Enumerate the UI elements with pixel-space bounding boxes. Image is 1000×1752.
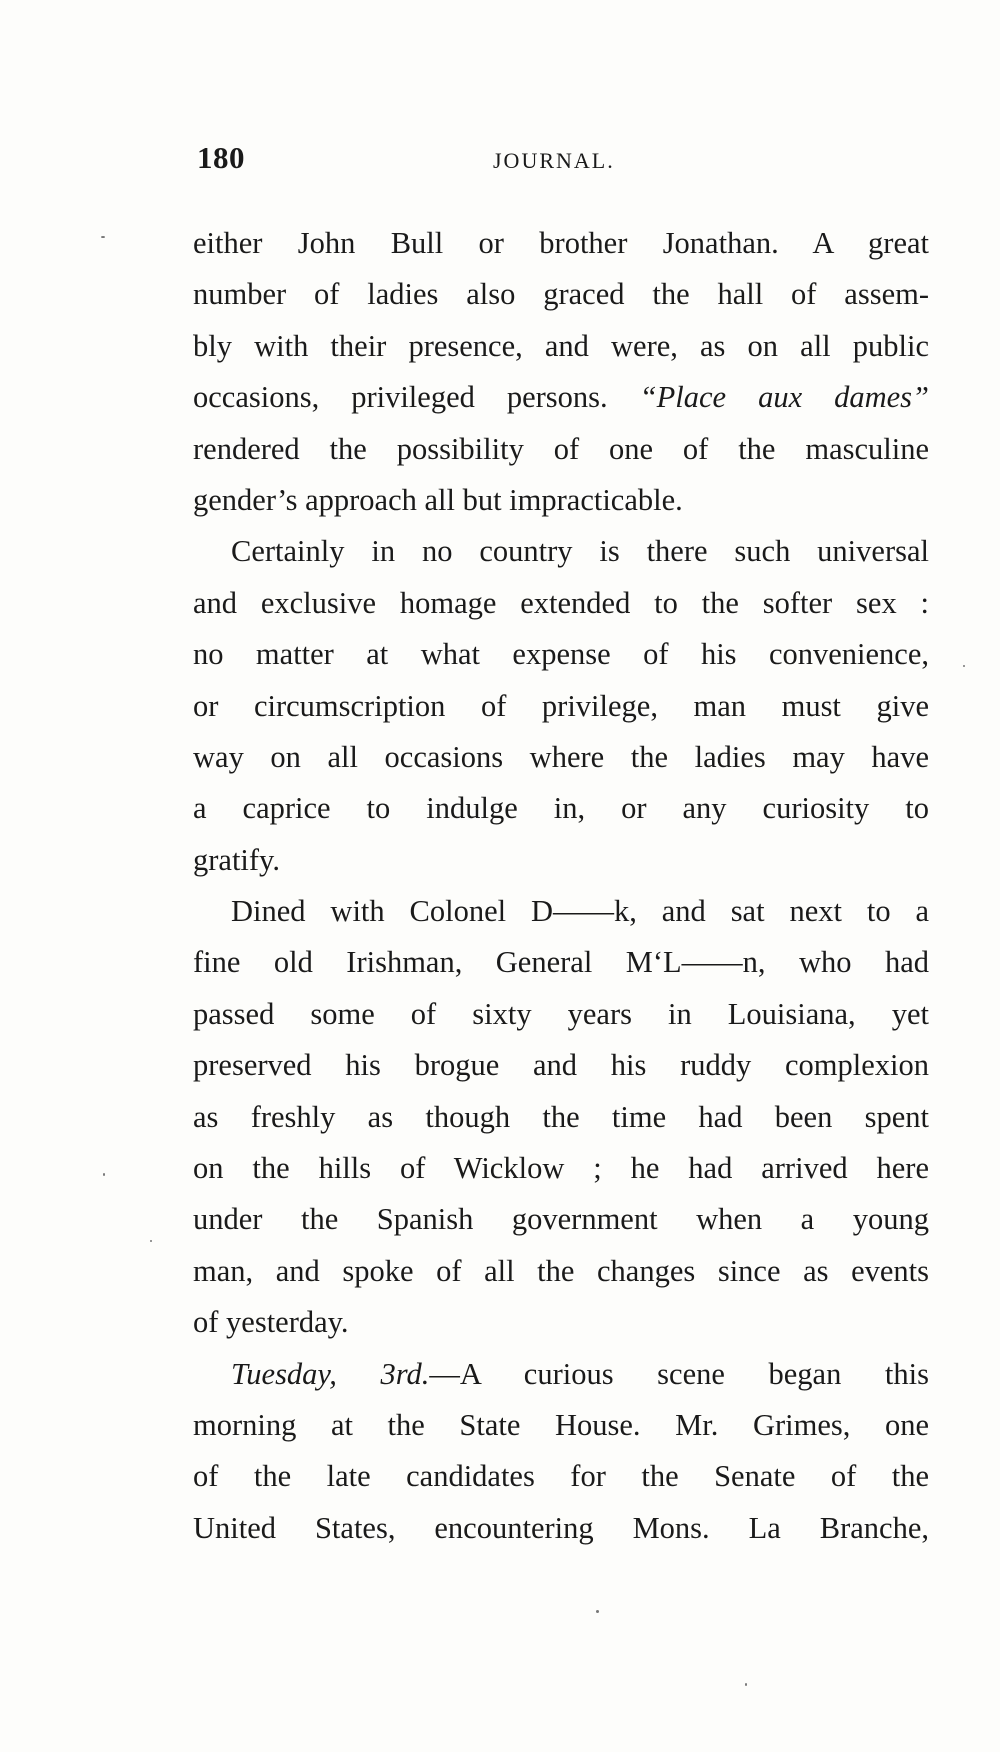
running-title: JOURNAL.: [493, 148, 615, 173]
text-line: of the late candidates for the Senate of the: [193, 1459, 929, 1494]
running-head: [197, 140, 927, 180]
text-line: bly with their presence, and were, as on all public: [193, 328, 929, 363]
body-text: [193, 218, 929, 1554]
text-line: gender’s approach all but impracticable.: [193, 482, 683, 517]
text-line: either John Bull or brother Jonathan. A great: [193, 226, 929, 260]
italic-date: Tuesday, 3rd.: [231, 1356, 430, 1391]
text-line: number of ladies also graced the hall of assem-: [193, 277, 929, 312]
text-line: man, and spoke of all the changes since as events: [193, 1253, 929, 1288]
paragraph-2: [193, 526, 929, 886]
text-line: and exclusive homage extended to the softer sex :: [193, 585, 929, 620]
scan-speck: [103, 1173, 105, 1176]
scan-speck: [101, 236, 105, 238]
text-line: preserved his brogue and his ruddy complexion: [193, 1048, 929, 1083]
text-line: United States, encountering Mons. La Branche,: [193, 1510, 929, 1545]
text-line: a caprice to indulge in, or any curiosity to: [193, 791, 929, 826]
text-line: on the hills of Wicklow ; he had arrived here: [193, 1151, 929, 1186]
page-number: 180: [197, 140, 245, 175]
italic-quote: “Place aux dames”: [639, 380, 929, 415]
text-line: of yesterday.: [193, 1305, 349, 1340]
text-line: rendered the possibility of one of the masculine: [193, 431, 929, 466]
paragraph-4: [193, 1349, 929, 1555]
text-line: [193, 1349, 929, 1400]
scan-speck: [596, 1610, 599, 1613]
text-line: way on all occasions where the ladies may have: [193, 739, 929, 774]
text-line-rest: —A curious scene began this: [429, 1356, 929, 1391]
scan-speck: [745, 1683, 747, 1686]
scan-speck: [150, 1240, 152, 1242]
text-line-start: occasions, privileged persons.: [193, 380, 640, 415]
text-line: as freshly as though the time had been spent: [193, 1099, 929, 1134]
text-line: Dined with Colonel D——k, and sat next to a: [231, 894, 929, 929]
text-line: morning at the State House. Mr. Grimes, one: [193, 1407, 929, 1442]
text-line: or circumscription of privilege, man must give: [193, 688, 929, 723]
text-line: no matter at what expense of his convenience,: [193, 637, 929, 672]
scan-speck: [963, 665, 965, 667]
text-line: passed some of sixty years in Louisiana, yet: [193, 996, 929, 1031]
text-line: gratify.: [193, 842, 280, 877]
text-line: Certainly in no country is there such universal: [231, 534, 929, 569]
text-line: under the Spanish government when a young: [193, 1202, 929, 1237]
text-line: fine old Irishman, General M‘L——n, who had: [193, 945, 929, 980]
paragraph-3: [193, 886, 929, 1349]
paragraph-1: [193, 218, 929, 526]
text-line: [193, 372, 929, 423]
